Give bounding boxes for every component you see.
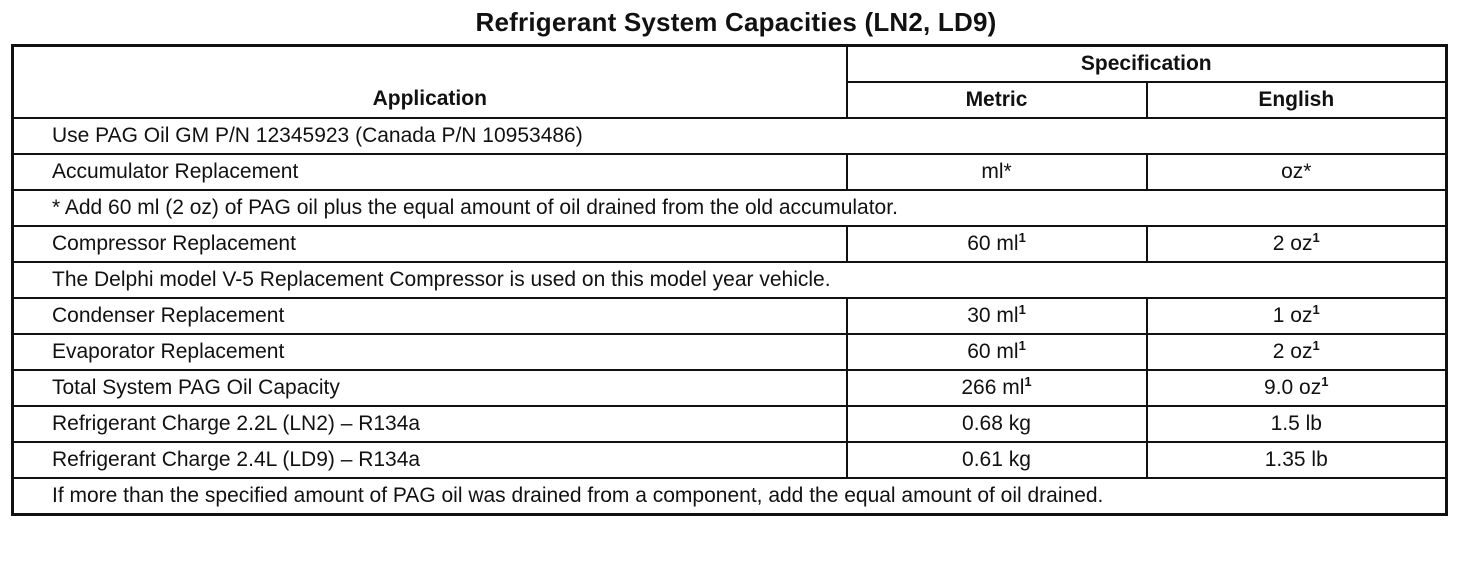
english-cell: 1 $oz^1$ [1147, 298, 1447, 334]
application-cell: Total System PAG Oil Capacity [13, 370, 847, 406]
metric-cell: 0.68 kg [847, 406, 1147, 442]
note-text: The Delphi model V-5 Replacement Compressor is used on this model year vehicle. [13, 262, 1447, 298]
note-row [13, 478, 1447, 515]
table-row [13, 442, 1447, 478]
capacities-table [11, 44, 1448, 516]
application-cell: Evaporator Replacement [13, 334, 847, 370]
metric-cell: ml* [847, 154, 1147, 190]
metric-cell: 60 $ml^1$ [847, 226, 1147, 262]
application-cell: Accumulator Replacement [13, 154, 847, 190]
english-cell: oz* [1147, 154, 1447, 190]
metric-cell: 30 $ml^1$ [847, 298, 1147, 334]
footnote-marker: 1 [1018, 230, 1026, 245]
column-header-application: Application [13, 46, 847, 119]
column-header-english: English [1147, 82, 1447, 118]
english-cell: 1.5 lb [1147, 406, 1447, 442]
application-cell: Condenser Replacement [13, 298, 847, 334]
table-row [13, 334, 1447, 370]
note-text: Use PAG Oil GM P/N 12345923 (Canada P/N 10953486) [13, 118, 1447, 154]
english-cell: 2 $oz^1$ [1147, 334, 1447, 370]
column-header-metric: Metric [847, 82, 1147, 118]
footnote-marker: 1 [1312, 302, 1320, 317]
application-cell: Compressor Replacement [13, 226, 847, 262]
application-cell: Refrigerant Charge 2.4L (LD9) – R134a [13, 442, 847, 478]
table-row [13, 370, 1447, 406]
application-cell: Refrigerant Charge 2.2L (LN2) – R134a [13, 406, 847, 442]
footnote-marker: 1 [1312, 338, 1320, 353]
header-row-top [13, 46, 1447, 83]
footnote-marker: 1 [1018, 302, 1026, 317]
metric-cell: 0.61 kg [847, 442, 1147, 478]
table-row [13, 406, 1447, 442]
english-cell: 2 $oz^1$ [1147, 226, 1447, 262]
footnote-marker: 1 [1312, 230, 1320, 245]
footnote-marker: 1 [1018, 338, 1026, 353]
table-row [13, 226, 1447, 262]
metric-cell: 60 $ml^1$ [847, 334, 1147, 370]
english-cell: 1.35 lb [1147, 442, 1447, 478]
note-row [13, 262, 1447, 298]
metric-cell: 266 $ml^1$ [847, 370, 1147, 406]
footnote-marker: 1 [1321, 374, 1329, 389]
note-row [13, 190, 1447, 226]
column-header-specification: Specification [847, 46, 1447, 83]
note-text: * Add 60 ml (2 oz) of PAG oil plus the equal amount of oil drained from the old accumulator. [13, 190, 1447, 226]
table-row [13, 298, 1447, 334]
footnote-marker: 1 [1024, 374, 1032, 389]
page-title: Refrigerant System Capacities (LN2, LD9) [475, 7, 997, 37]
note-row [13, 118, 1447, 154]
table-row [13, 154, 1447, 190]
note-text: If more than the specified amount of PAG oil was drained from a component, add the equal amount of oil drained. [13, 478, 1447, 515]
english-cell: 9.0 $oz^1$ [1147, 370, 1447, 406]
